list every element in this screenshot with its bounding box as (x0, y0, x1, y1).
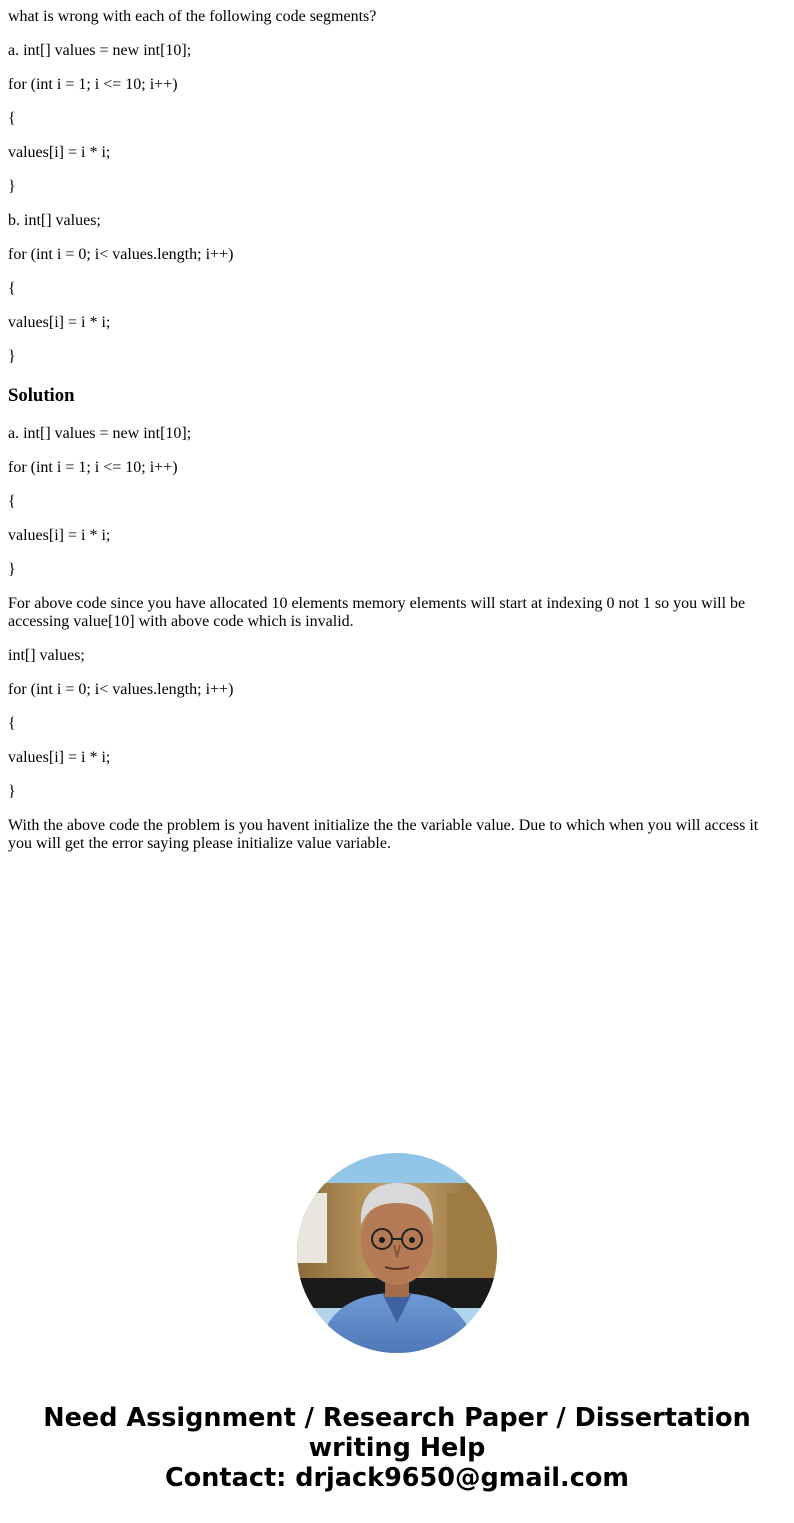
author-portrait-icon (297, 1153, 497, 1353)
question-a-line-4: values[i] = i * i; (8, 144, 111, 161)
author-avatar (297, 1153, 497, 1353)
solution-a-line-2: for (int i = 1; i <= 10; i++) (8, 459, 178, 476)
solution-b-line-3: { (8, 715, 16, 732)
solution-a-line-4: values[i] = i * i; (8, 527, 111, 544)
solution-b-line-1: int[] values; (8, 647, 85, 664)
question-b-line-4: values[i] = i * i; (8, 314, 111, 331)
solution-a-line-5: } (8, 561, 16, 578)
question-a-line-3: { (8, 110, 16, 127)
solution-b-line-2: for (int i = 0; i< values.length; i++) (8, 681, 234, 698)
footer-line-1: Need Assignment / Research Paper / Dissertation (43, 1403, 751, 1433)
question-a-line-2: for (int i = 1; i <= 10; i++) (8, 76, 178, 93)
solution-b-explanation: With the above code the problem is you havent initialize the the variable value. Due to which when you will access it you will get the error saying please initialize value variable. (8, 817, 759, 852)
solution-b-line-5: } (8, 783, 16, 800)
solution-b-line-4: values[i] = i * i; (8, 749, 111, 766)
question-a-line-1: a. int[] values = new int[10]; (8, 42, 192, 59)
question-b-line-3: { (8, 280, 16, 297)
solution-heading: Solution (8, 385, 75, 406)
question-b-line-1: b. int[] values; (8, 212, 101, 229)
solution-a-line-1: a. int[] values = new int[10]; (8, 425, 192, 442)
question-a-line-5: } (8, 178, 16, 195)
footer-contact (0, 1403, 794, 1493)
footer-line-3: Contact: drjack9650@gmail.com (165, 1463, 629, 1493)
question-b-line-5: } (8, 348, 16, 365)
footer-line-2: writing Help (308, 1433, 486, 1463)
solution-a-line-3: { (8, 493, 16, 510)
solution-a-explanation: For above code since you have allocated 10 elements memory elements will start at indexing 0 not 1 so you will be accessing value[10] with above code which is invalid. (8, 595, 746, 630)
question-intro: what is wrong with each of the following code segments? (8, 8, 377, 25)
question-b-line-2: for (int i = 0; i< values.length; i++) (8, 246, 234, 263)
